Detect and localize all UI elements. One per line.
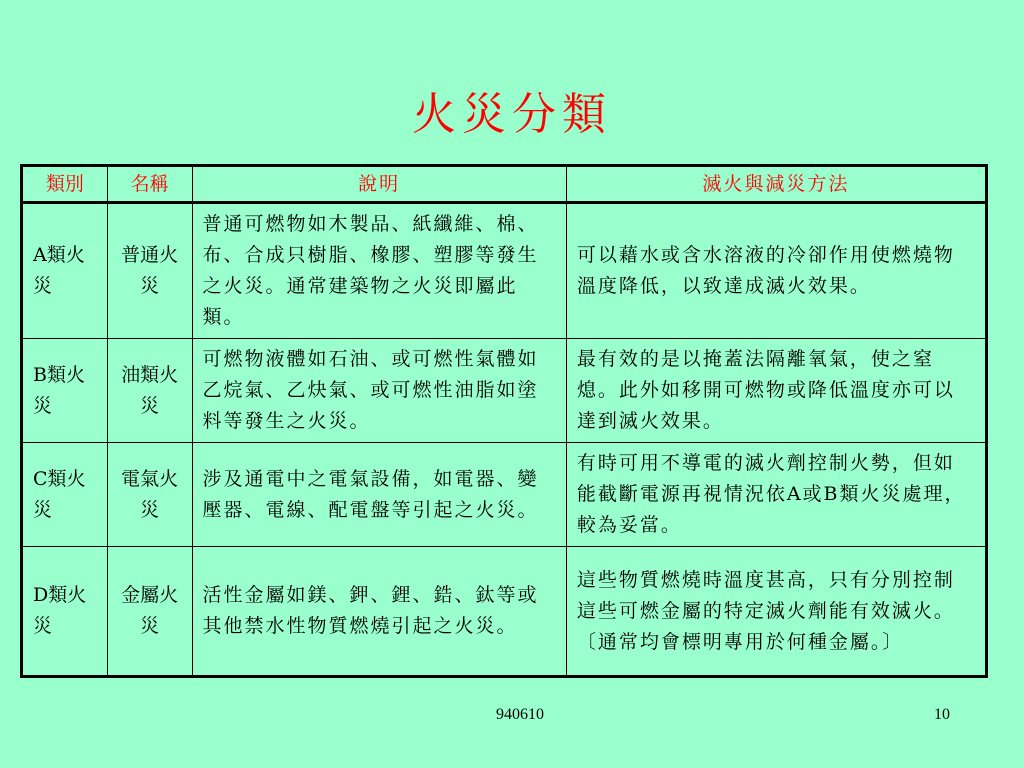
row-name: 油類火災 <box>107 339 192 443</box>
row-name: 普通火災 <box>107 203 192 339</box>
row-description: 活性金屬如鎂、鉀、鋰、鋯、鈦等或其他禁水性物質燃燒引起之火災。 <box>192 547 566 677</box>
fire-classification-table <box>20 164 988 678</box>
page-number: 10 <box>934 706 950 723</box>
row-category: B類火災 <box>22 339 108 443</box>
row-method: 有時可用不導電的滅火劑控制火勢，但如能截斷電源再視情況依A或B類火災處理，較為妥當。 <box>566 443 986 547</box>
row-method: 可以藉水或含水溶液的冷卻作用使燃燒物溫度降低，以致達成滅火效果。 <box>566 203 986 339</box>
table-row <box>22 203 987 339</box>
row-method: 這些物質燃燒時溫度甚高，只有分別控制這些可燃金屬的特定滅火劑能有效滅火。〔通常均會標明專用於何種金屬。〕 <box>566 547 986 677</box>
header-category: 類別 <box>22 166 108 203</box>
row-description: 普通可燃物如木製品、紙纖維、棉、布、合成只樹脂、橡膠、塑膠等發生之火災。通常建築物之火災即屬此類。 <box>192 203 566 339</box>
row-name: 金屬火災 <box>107 547 192 677</box>
row-category: C類火災 <box>22 443 108 547</box>
row-category: A類火災 <box>22 203 108 339</box>
header-method: 滅火與減災方法 <box>566 166 986 203</box>
page-title: 火災分類 <box>412 89 612 140</box>
row-description: 可燃物液體如石油、或可燃性氣體如乙烷氣、乙炔氣、或可燃性油脂如塗料等發生之火災。 <box>192 339 566 443</box>
row-category: D類火災 <box>22 547 108 677</box>
footer-date: 940610 <box>496 706 544 723</box>
table-row <box>22 339 987 443</box>
table-row <box>22 443 987 547</box>
row-description: 涉及通電中之電氣設備，如電器、變壓器、電線、配電盤等引起之火災。 <box>192 443 566 547</box>
table-row <box>22 547 987 677</box>
header-name: 名稱 <box>107 166 192 203</box>
table-header-row <box>22 166 987 203</box>
header-description: 說明 <box>192 166 566 203</box>
row-method: 最有效的是以掩蓋法隔離氧氣，使之窒熄。此外如移開可燃物或降低溫度亦可以達到滅火效果。 <box>566 339 986 443</box>
row-name: 電氣火災 <box>107 443 192 547</box>
